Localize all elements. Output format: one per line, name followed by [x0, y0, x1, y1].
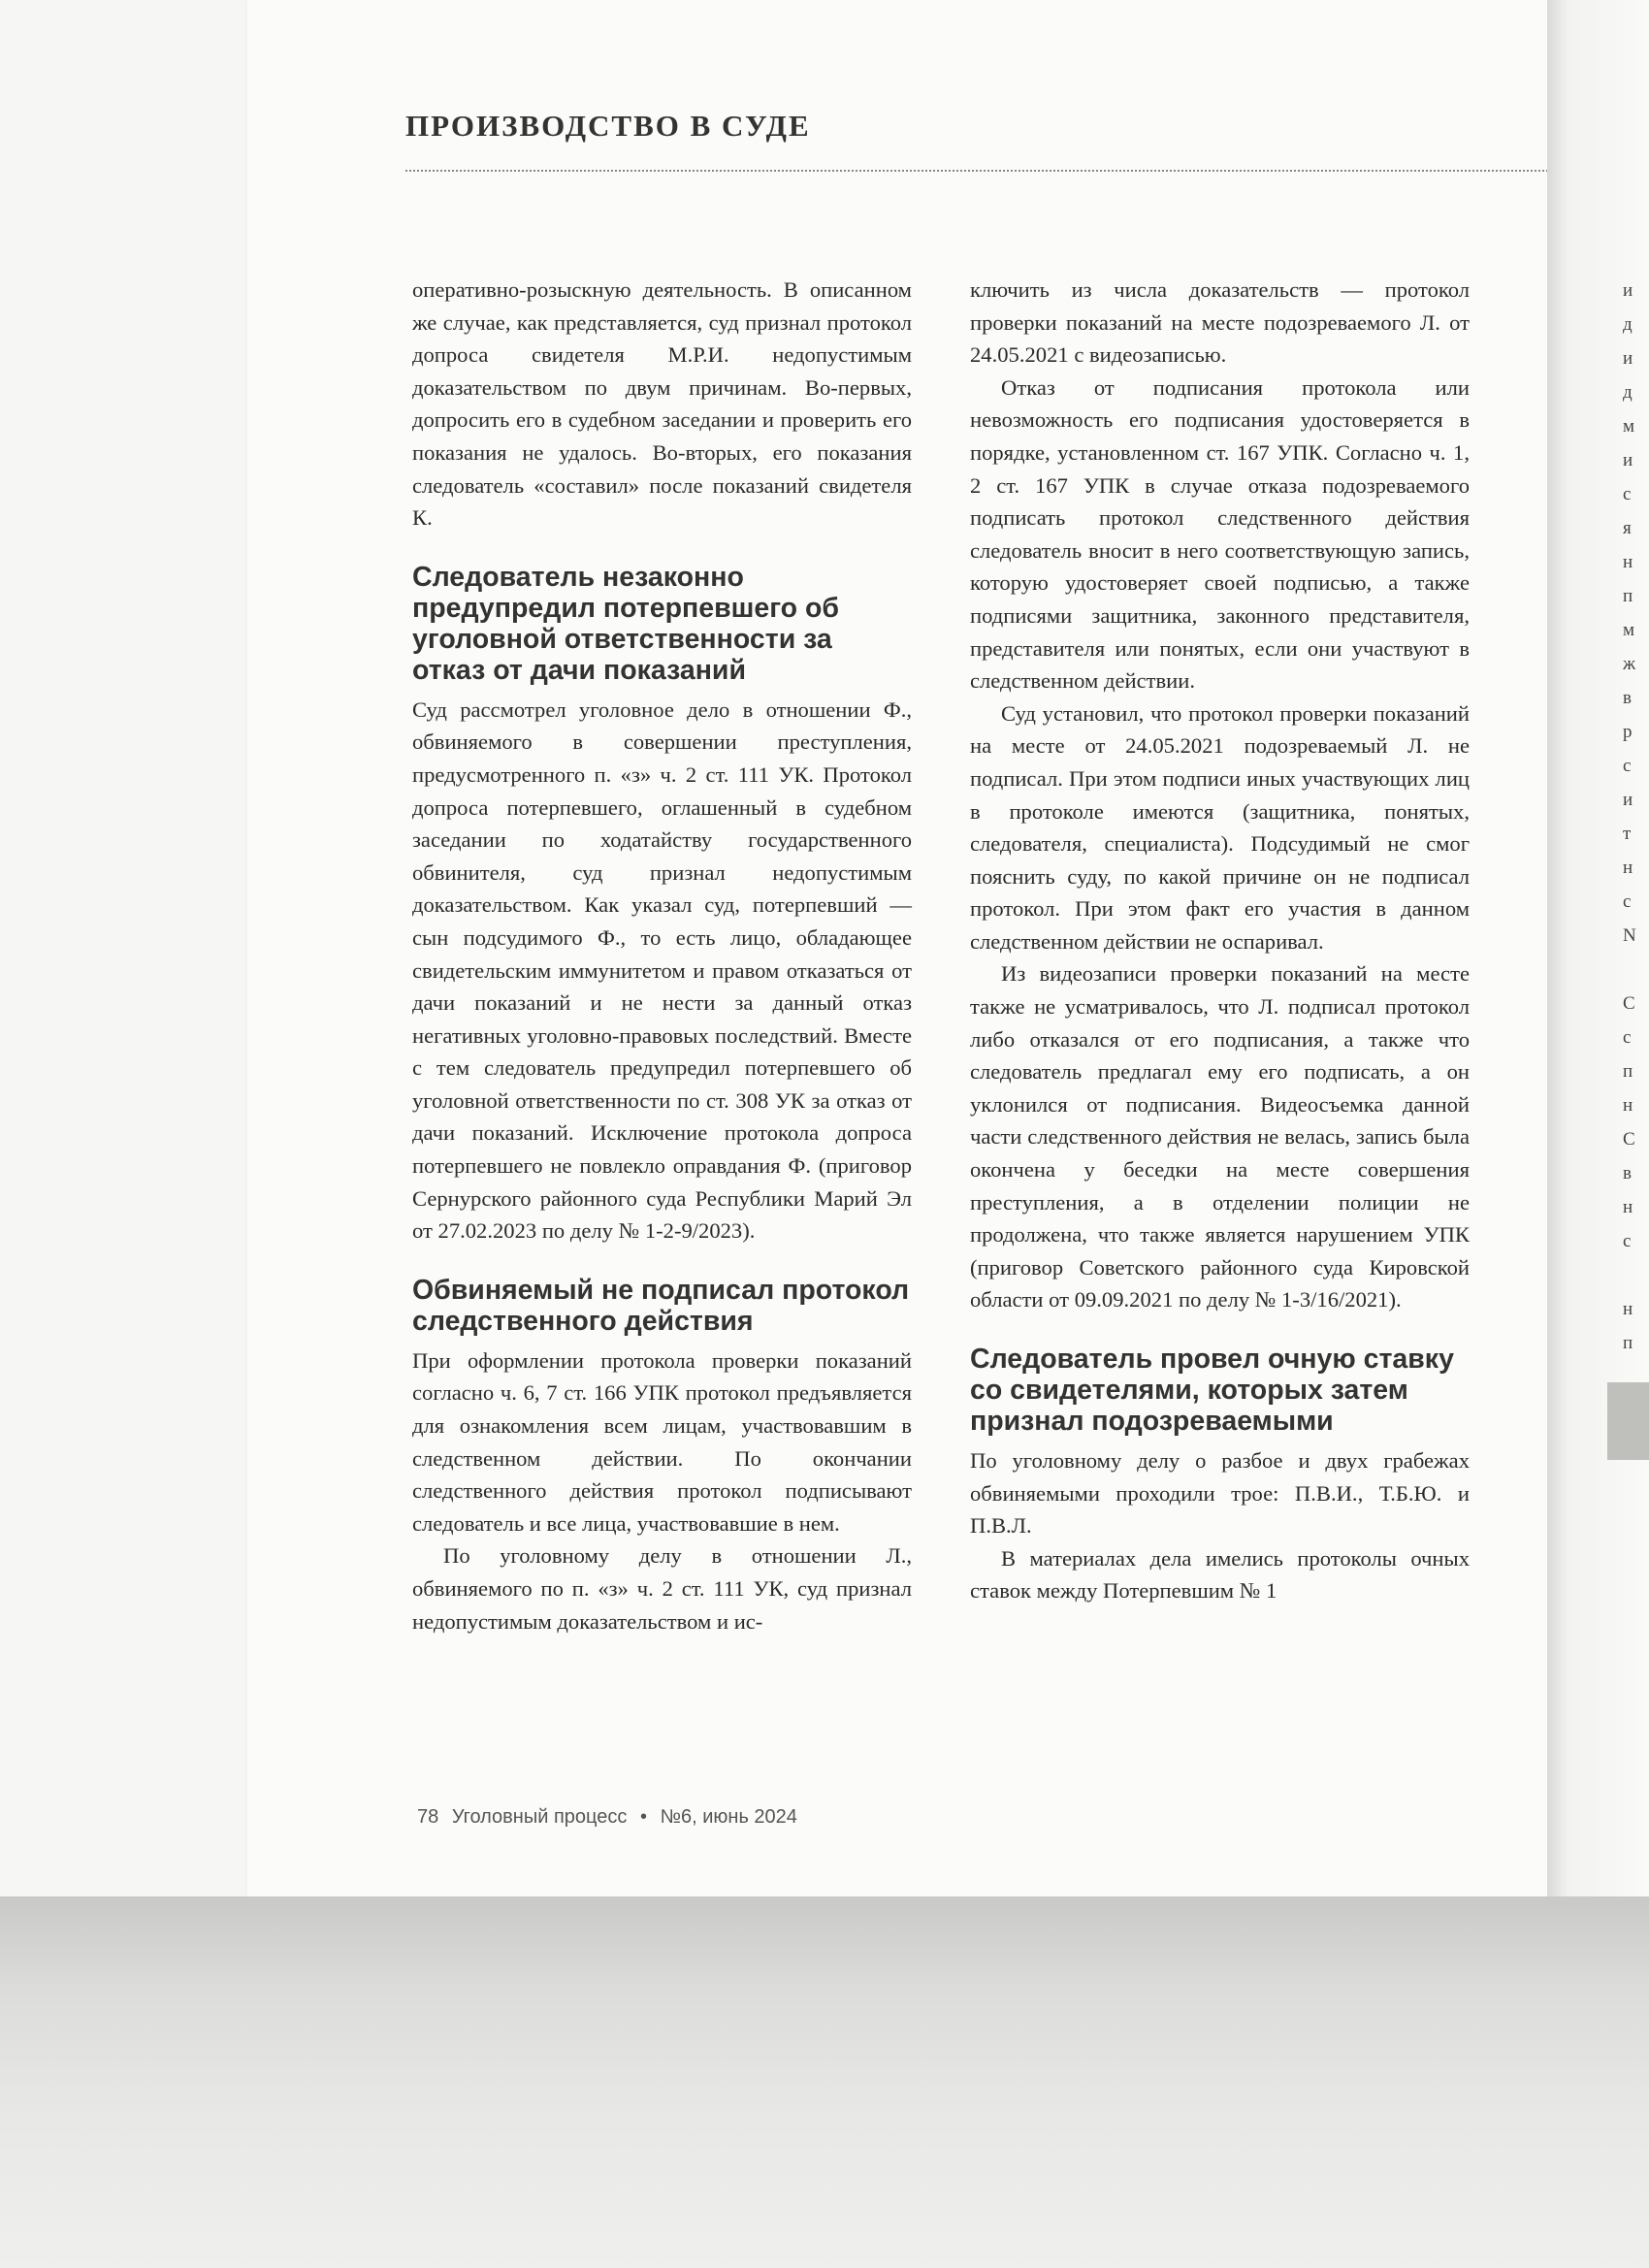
- left-column: [412, 274, 912, 1637]
- next-page-letter: и: [1623, 790, 1633, 810]
- subheading: Следователь провел очную ставку со свидетелями, которых затем признал подозреваемыми: [970, 1344, 1454, 1437]
- paragraph: По уголовному делу в отношении Л., обвиняемого по п. «з» ч. 2 ст. 111 УК, суд признал недопустимым доказательством и ис-: [412, 1543, 912, 1634]
- paragraph: Суд рассмотрел уголовное дело в отношении Ф., обвиняемого в совершении преступления, предусмотренного п. «з» ч. 2 ст. 111 УК. Протокол допроса потерпевшего, оглашенный в судебном заседании по ходатайству государственного обвинителя, суд признал недопустимым доказательством. Как указал суд, потерпевший — сын подсудимого Ф., то есть лицо, обладающее свидетельским иммунитетом и правом отказаться от дачи показаний и не нести за данный отказ негативных уголовно-правовых последствий. Вместе с тем следователь предупредил потерпевшего об уголовной ответственности по ст. 308 УК за отказ от дачи показаний. Исключение протокола допроса потерпевшего не повлекло оправдания Ф. (приговор Сернурского районного суда Республики Марий Эл от 27.02.2023 по делу № 1-2-9/2023).: [412, 697, 912, 1244]
- journal-name: Уголовный процесс: [451, 1806, 628, 1828]
- next-page-letter: С: [1623, 993, 1635, 1014]
- next-page-letter: с: [1623, 891, 1632, 912]
- right-column: [970, 274, 1470, 1607]
- next-page-letter: н: [1623, 1197, 1633, 1217]
- next-page-gray-tab: [1607, 1382, 1649, 1460]
- subheading: Обвиняемый не подписал протокол следственного действия: [412, 1274, 910, 1337]
- next-page-letter: т: [1623, 824, 1632, 844]
- scan-bottom-shadow: [0, 1896, 1649, 2268]
- next-page-letter: п: [1623, 1061, 1633, 1082]
- next-page-letter: с: [1623, 484, 1632, 504]
- next-page-letter: я: [1623, 518, 1632, 538]
- next-page-letter: с: [1623, 1231, 1632, 1251]
- paragraph: Отказ от подписания протокола или невозможность его подписания удостоверяется в порядке, установленном ст. 167 УПК. Согласно ч. 1, 2 ст. 167 УПК в случае отказа подозреваемого подписать протокол следственного действия следователь вносит в него соответствующую запись, которую удостоверяет своей подписью, а также подписями защитника, законного представителя, представителя или понятых, если они участвуют в следственном действии.: [970, 374, 1470, 694]
- next-page-letter: и: [1623, 280, 1633, 301]
- next-page-letter: м: [1623, 620, 1635, 640]
- next-page-letter: в: [1623, 1163, 1632, 1183]
- paragraph: ключить из числа доказательств — протокол проверки показаний на месте подозреваемого Л. от 24.05.2021 с видеозаписью.: [970, 277, 1470, 368]
- next-page-letter: н: [1623, 1299, 1633, 1319]
- next-page-letter: и: [1623, 348, 1633, 369]
- subheading: Следователь незаконно предупредил потерпевшего об уголовной ответственности за отказ от дачи показаний: [412, 561, 840, 686]
- next-page-letter: д: [1623, 382, 1633, 403]
- scan-margin-left: [0, 0, 247, 1896]
- next-page-letter: в: [1623, 688, 1632, 708]
- section-title: ПРОИЗВОДСТВО В СУДЕ: [405, 109, 811, 143]
- next-page-letter: [1623, 1258, 1649, 1292]
- next-page-letter: с: [1623, 1027, 1632, 1048]
- paragraph: При оформлении протокола проверки показаний согласно ч. 6, 7 ст. 166 УПК протокол предъявляется для ознакомления всем лицам, участвовавшим в следственном действии. По окончании следственного действия протокол подписывают следователь и все лица, участвовавшие в нем.: [412, 1347, 912, 1536]
- header-dotted-rule: [405, 170, 1552, 172]
- footer-separator: •: [639, 1806, 647, 1828]
- next-page-letter: н: [1623, 1095, 1633, 1116]
- next-page-letter: [1623, 953, 1649, 987]
- next-page-letter: и: [1623, 450, 1633, 470]
- next-page-letter: п: [1623, 1333, 1633, 1353]
- paragraph: Суд установил, что протокол проверки показаний на месте от 24.05.2021 подозреваемый Л. не подписал. При этом подписи иных участвующих лиц в протоколе имеются (защитника, понятых, следователя, специалиста). Подсудимый не смог пояснить суду, по какой причине он не подписал протокол. При этом факт его участия в данном следственном действии не оспаривал.: [970, 700, 1470, 954]
- next-page-letter: р: [1623, 722, 1633, 742]
- paragraph: В материалах дела имелись протоколы очных ставок между Потерпевшим № 1: [970, 1545, 1470, 1604]
- next-page-letter: д: [1623, 314, 1633, 335]
- next-page-letter: н: [1623, 552, 1633, 572]
- next-page-letter: с: [1623, 756, 1632, 776]
- next-page-letter: N: [1623, 925, 1636, 946]
- paragraph: По уголовному делу о разбое и двух грабежах обвиняемыми проходили трое: П.В.И., Т.Б.Ю. и П.В.Л.: [970, 1448, 1470, 1539]
- next-page-letter: п: [1623, 586, 1633, 606]
- next-page-edge: [1547, 0, 1649, 1896]
- next-page-letter: н: [1623, 858, 1633, 878]
- issue-info: №6, июнь 2024: [660, 1806, 797, 1828]
- page-footer: [417, 1806, 805, 1829]
- page-number: 78: [417, 1806, 439, 1828]
- next-page-letter: м: [1623, 416, 1635, 437]
- paragraph: Из видеозаписи проверки показаний на месте также не усматривалось, что Л. подписал протокол либо отказался от его подписания, а также что следователь предлагал ему его подписать, а он уклонился от подписания. Видеосъемка данной части следственного действия не велась, запись была окончена у беседки на месте совершения преступления, а в отделении полиции не продолжена, что также является нарушением УПК (приговор Советского районного суда Кировской области от 09.09.2021 по делу № 1-3/16/2021).: [970, 961, 1470, 1312]
- paragraph: оперативно-розыскную деятельность. В описанном же случае, как представляется, суд признал протокол допроса свидетеля М.Р.И. недопустимым доказательством по двум причинам. Во-первых, допросить его в судебном заседании и проверить его показания не удалось. Во-вторых, его показания следователь «составил» после показаний свидетеля К.: [412, 277, 912, 531]
- next-page-letter: С: [1623, 1129, 1635, 1150]
- next-page-letters: [1623, 274, 1649, 1360]
- next-page-letter: ж: [1623, 654, 1636, 674]
